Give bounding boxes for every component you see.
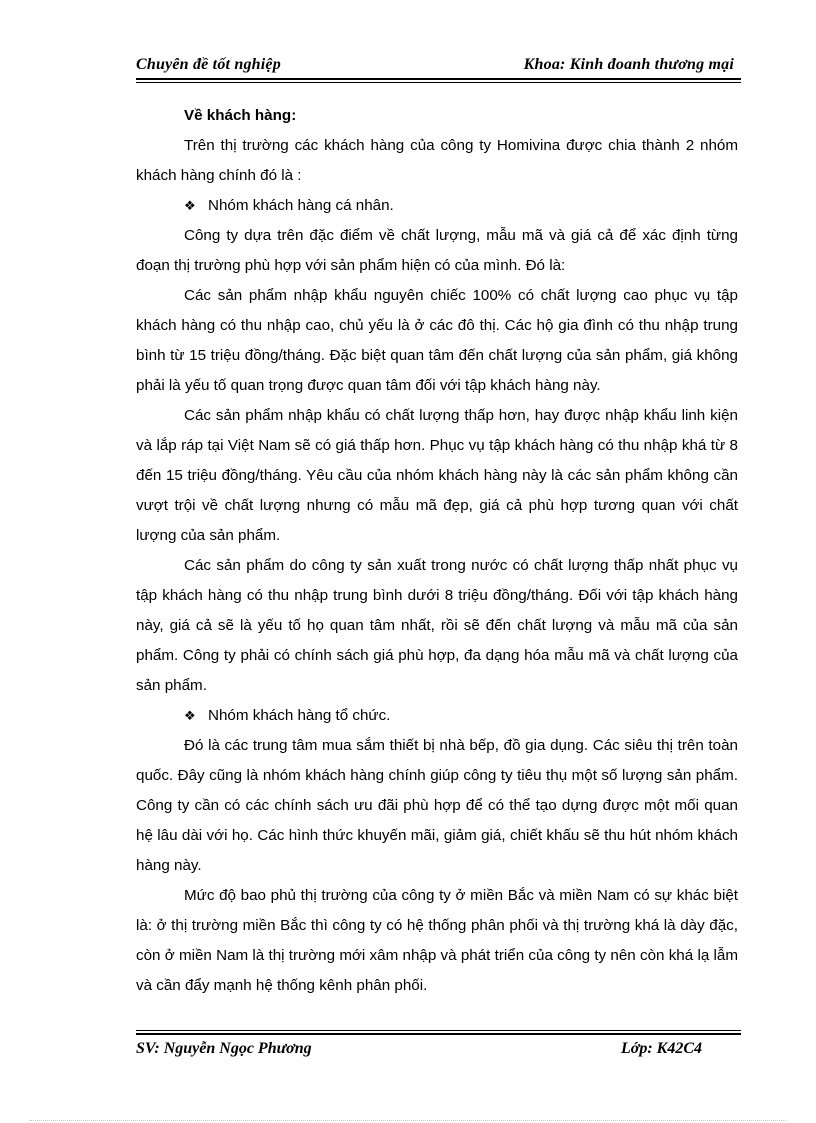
page-footer [136, 1040, 738, 1062]
footer-rule-thin [136, 1030, 741, 1031]
paragraph-shopping-centers: Đó là các trung tâm mua sắm thiết bị nhà bếp, đồ gia dụng. Các siêu thị trên toàn quốc. Đây cũng là nhóm khách hàng chính giúp công ty tiêu thụ một số lượng sản phẩm. Công ty cần có các chính sách ưu đãi phù hợp để có thể tạo dựng được một mối quan hệ lâu dài với họ. Các hình thức khuyến mãi, giảm giá, chiết khấu sẽ thu hút nhóm khách hàng này. [136, 737, 738, 874]
bullet-organization-customers [136, 701, 738, 731]
paragraph-customer-groups: Trên thị trường các khách hàng của công ty Homivina được chia thành 2 nhóm khách hàng chính đó là : [136, 137, 738, 184]
footer-rule-thick [136, 1033, 741, 1035]
paragraph-market-coverage: Mức độ bao phủ thị trường của công ty ở miền Bắc và miền Nam có sự khác biệt là: ở thị trường miền Bắc thì công ty có hệ thống phân phối và thị trường khá là dày đặc, còn ở miền Nam là thị trường mới xâm nhập và phát triển của công ty nên còn khá lạ lẫm và cần đẩy mạnh hệ thống kênh phân phối. [136, 887, 738, 994]
page-edge-divider [30, 1120, 786, 1121]
paragraph-imported-high-quality: Các sản phẩm nhập khẩu nguyên chiếc 100% có chất lượng cao phục vụ tập khách hàng có thu nhập cao, chủ yếu là ở các đô thị. Các hộ gia đình có thu nhập trung bình từ 15 triệu đồng/tháng. Đặc biệt quan tâm đến chất lượng của sản phẩm, giá không phải là yếu tố quan trọng được quan tâm đối với tập khách hàng này. [136, 287, 738, 394]
page-body [136, 101, 738, 1001]
header-rule-thick [136, 78, 741, 80]
footer-student-name: SV: Nguyễn Ngọc Phương [136, 1040, 312, 1057]
bullet-label: Nhóm khách hàng tổ chức. [208, 707, 391, 724]
paragraph-segmentation: Công ty dựa trên đặc điểm về chất lượng, mẫu mã và giá cả để xác định từng đoạn thị trường phù hợp với sản phẩm hiện có của mình. Đó là: [136, 227, 738, 274]
page-header [136, 56, 738, 78]
header-faculty: Khoa: Kinh đoanh thương mại [523, 56, 734, 73]
diamond-bullet-icon: ❖ [184, 708, 196, 723]
header-thesis-title: Chuyên đề tốt nghiệp [136, 56, 281, 73]
header-rule-thin [136, 82, 741, 83]
bullet-label: Nhóm khách hàng cá nhân. [208, 197, 394, 214]
section-title: Về khách hàng: [184, 107, 297, 124]
paragraph-imported-lower-quality: Các sản phẩm nhập khẩu có chất lượng thấp hơn, hay được nhập khẩu linh kiện và lắp ráp tại Việt Nam sẽ có giá thấp hơn. Phục vụ tập khách hàng có thu nhập khá từ 8 đến 15 triệu đồng/tháng. Yêu cầu của nhóm khách hàng này là các sản phẩm không cần vượt trội về chất lượng nhưng có mẫu mã đẹp, giá cả phù hợp tương quan với chất lượng của sản phẩm. [136, 407, 738, 544]
paragraph-domestic-products: Các sản phẩm do công ty sản xuất trong nước có chất lượng thấp nhất phục vụ tập khách hàng có thu nhập trung bình dưới 8 triệu đồng/tháng. Đối với tập khách hàng này, giá cả sẽ là yếu tố họ quan tâm nhất, rồi sẽ đến chất lượng và mẫu mã của sản phẩm. Công ty phải có chính sách giá phù hợp, đa dạng hóa mẫu mã và chất lượng của sản phẩm. [136, 557, 738, 694]
footer-class: Lớp: K42C4 [620, 1040, 702, 1057]
bullet-individual-customers [136, 191, 738, 221]
diamond-bullet-icon: ❖ [184, 198, 196, 213]
